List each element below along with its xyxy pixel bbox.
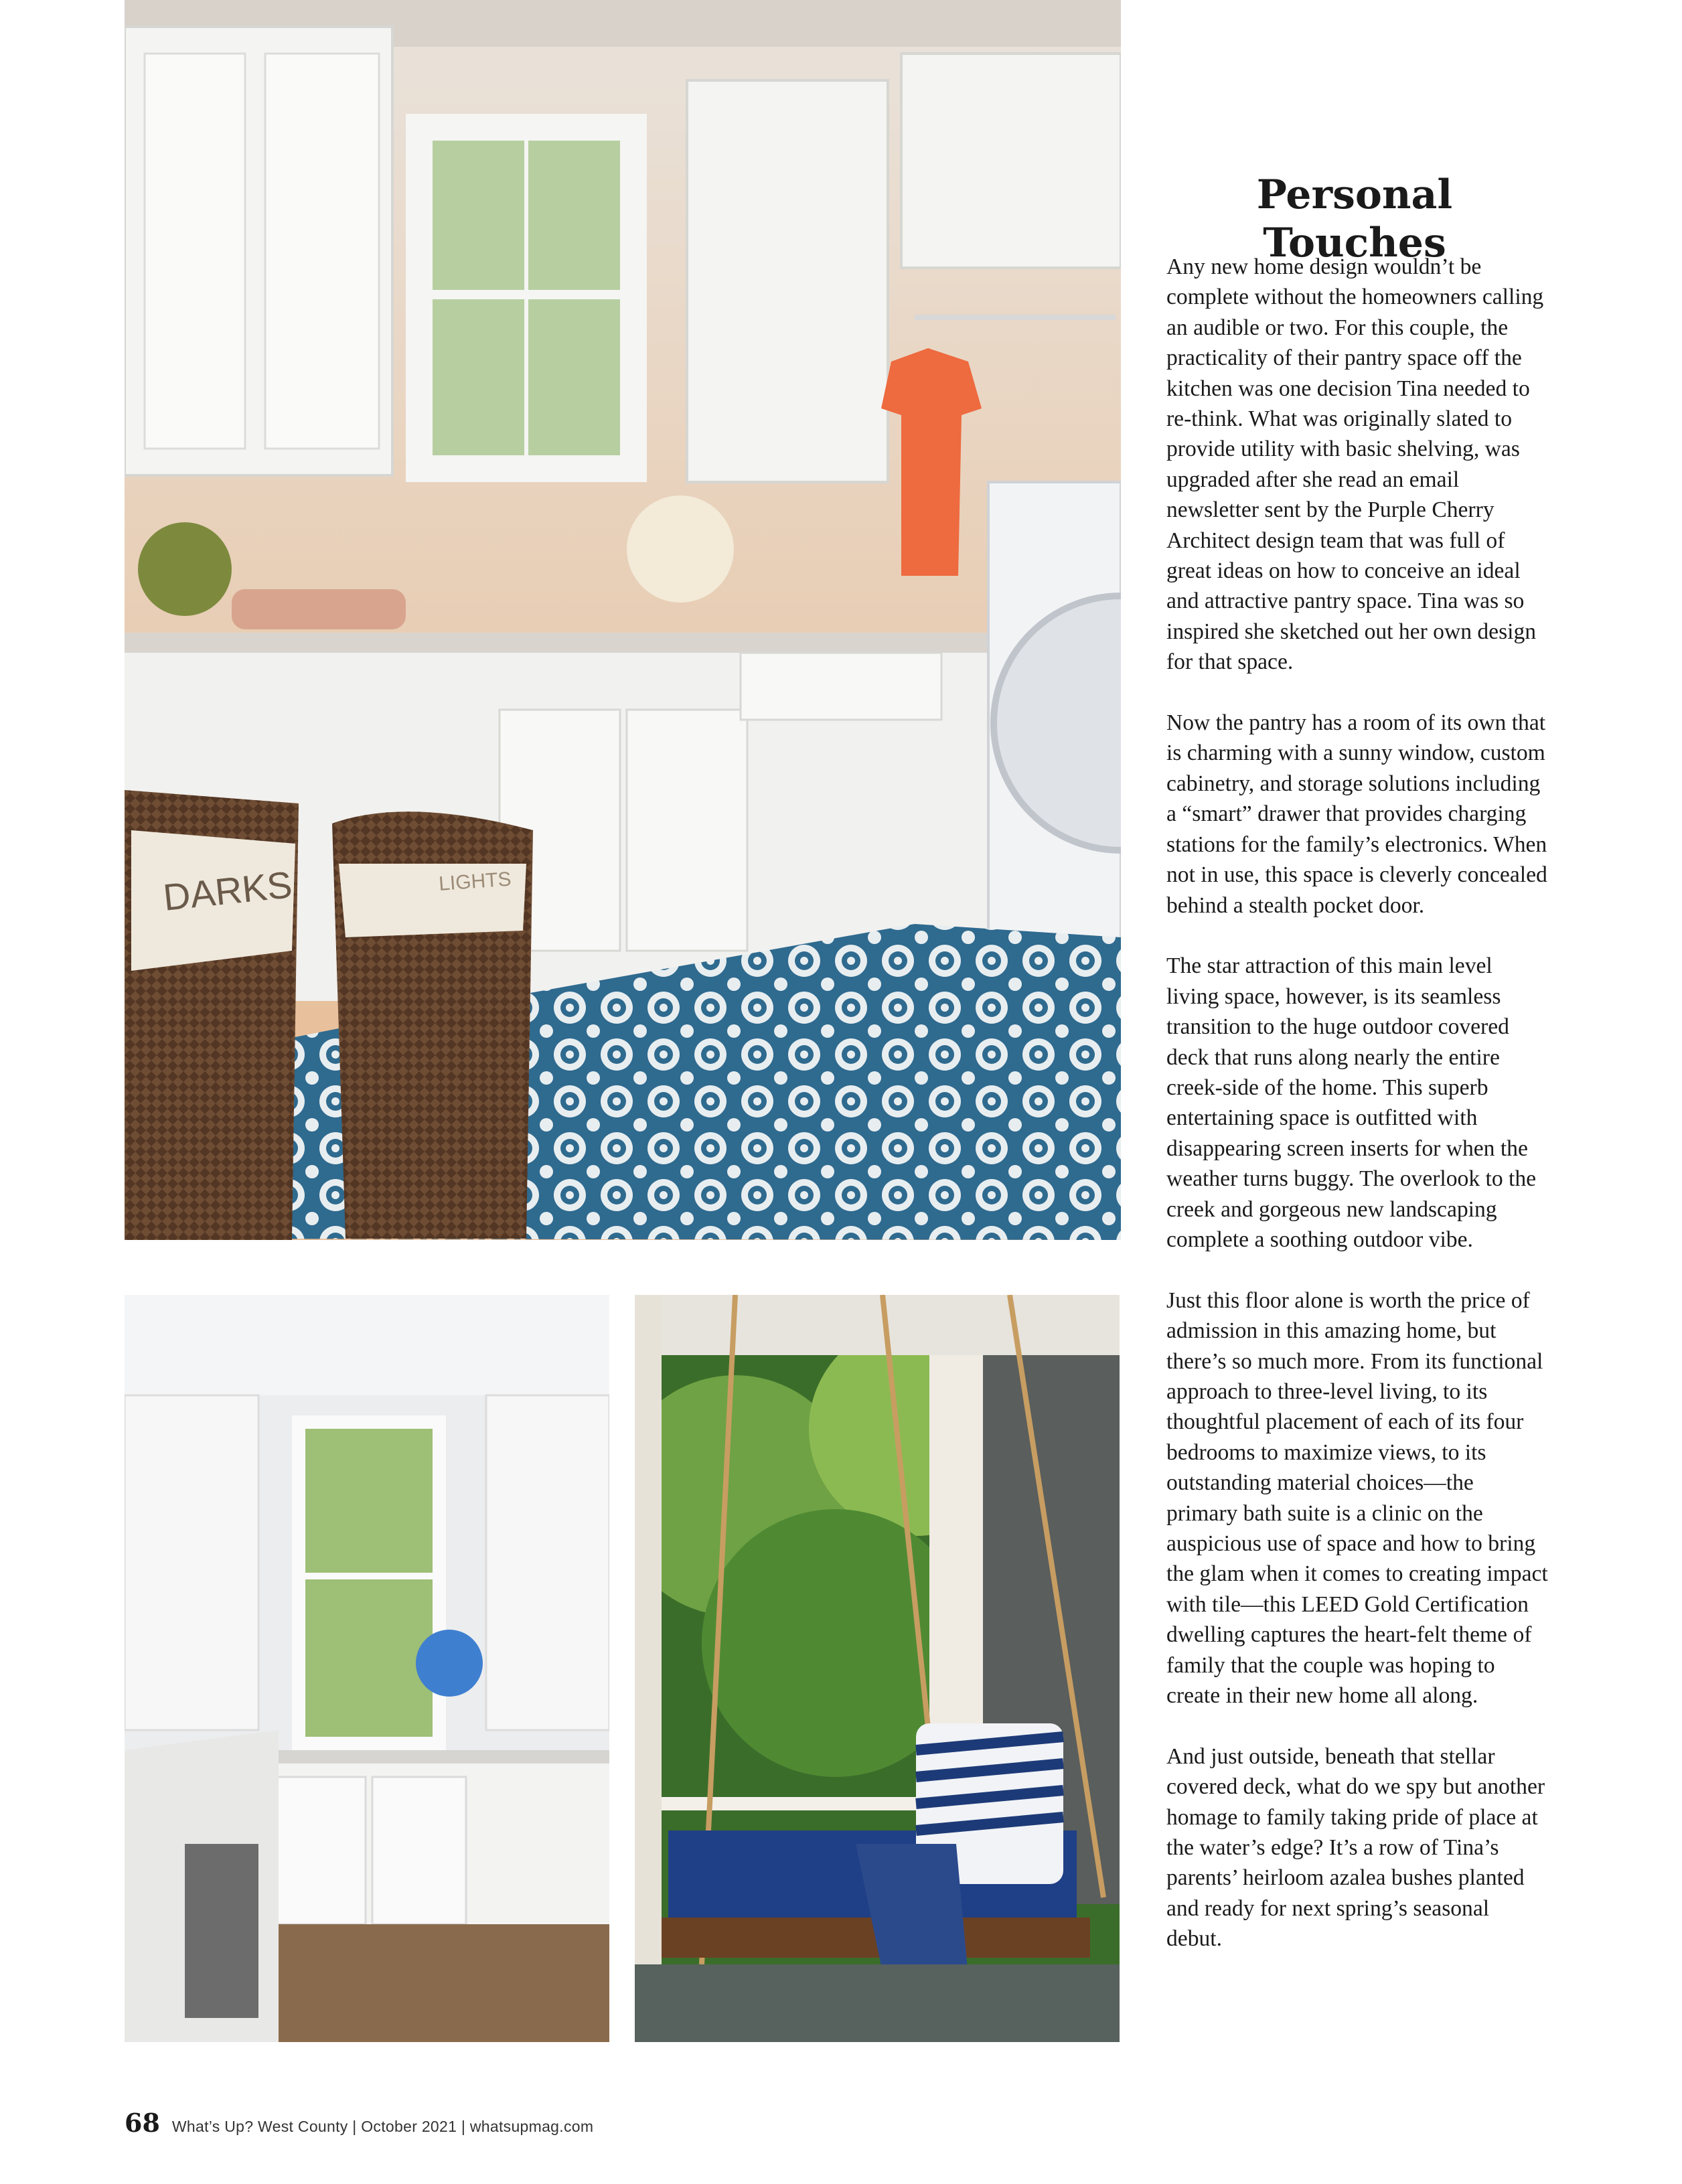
page-footer xyxy=(125,2108,594,2138)
article-paragraph: And just outside, beneath that stellar covered deck, what do we spy but another homage to family taking pride of place at the water’s edge? It’s a row of Tina’s parents’ heirloom azalea bushes planted and ready for next spring’s seasonal debut. xyxy=(1166,1743,1545,1952)
footer-publication-info: What’s Up? West County | October 2021 | whatsupmag.com xyxy=(171,2118,594,2135)
article-body xyxy=(1166,252,1549,1984)
basket-label-darks: DARKS xyxy=(161,863,295,919)
article-paragraph: The star attraction of this main level living space, however, is its seamless transition to the huge outdoor covered deck that runs along nearly the entire creek-side of the home. This superb entertaining space is outfitted with disappearing screen inserts for when the weather turns buggy. The overlook to the creek and gorgeous new landscaping complete a soothing outdoor vibe. xyxy=(1166,953,1537,1252)
article-title: Personal Touches xyxy=(1256,171,1453,266)
article-paragraph: Now the pantry has a room of its own that is charming with a sunny window, custom cabinetry, and storage solutions including a “smart” drawer that provides charging stations for the family’s electronics. When not in use, this space is cleverly concealed behind a stealth pocket door. xyxy=(1166,710,1547,918)
kitchen-photo xyxy=(125,1295,609,2042)
article-paragraph: Just this floor alone is worth the price of admission in this amazing home, but there’s so much more. From its functional approach to three-level living, to its thoughtful placement of each of its four bedrooms to maximize views, to its outstanding material choices—the primary bath suite is a clinic on the auspicious use of space and how to bring the glam when it comes to creating impact with tile—this LEED Gold Certification dwelling captures the heart-felt theme of family that the couple was hoping to create in their new home all along. xyxy=(1166,1288,1548,1709)
porch-swing-photo xyxy=(635,1295,1120,2042)
article-paragraph: Any new home design wouldn’t be complete without the homeowners calling an audible or two. For this couple, the practicality of their pantry space off the kitchen was one decision Tina needed to re-think. What was originally slated to provide utility with basic shelving, was upgraded after she read an email newsletter sent by the Purple Cherry Architect design team that was full of great ideas on how to conceive an ideal and attractive pantry space. Tina was so inspired she sketched out her own design for that space. xyxy=(1166,254,1544,675)
basket-label-lights: LIGHTS xyxy=(438,868,512,895)
page-number: 68 xyxy=(125,2108,160,2138)
laundry-room-photo xyxy=(125,0,1121,1240)
